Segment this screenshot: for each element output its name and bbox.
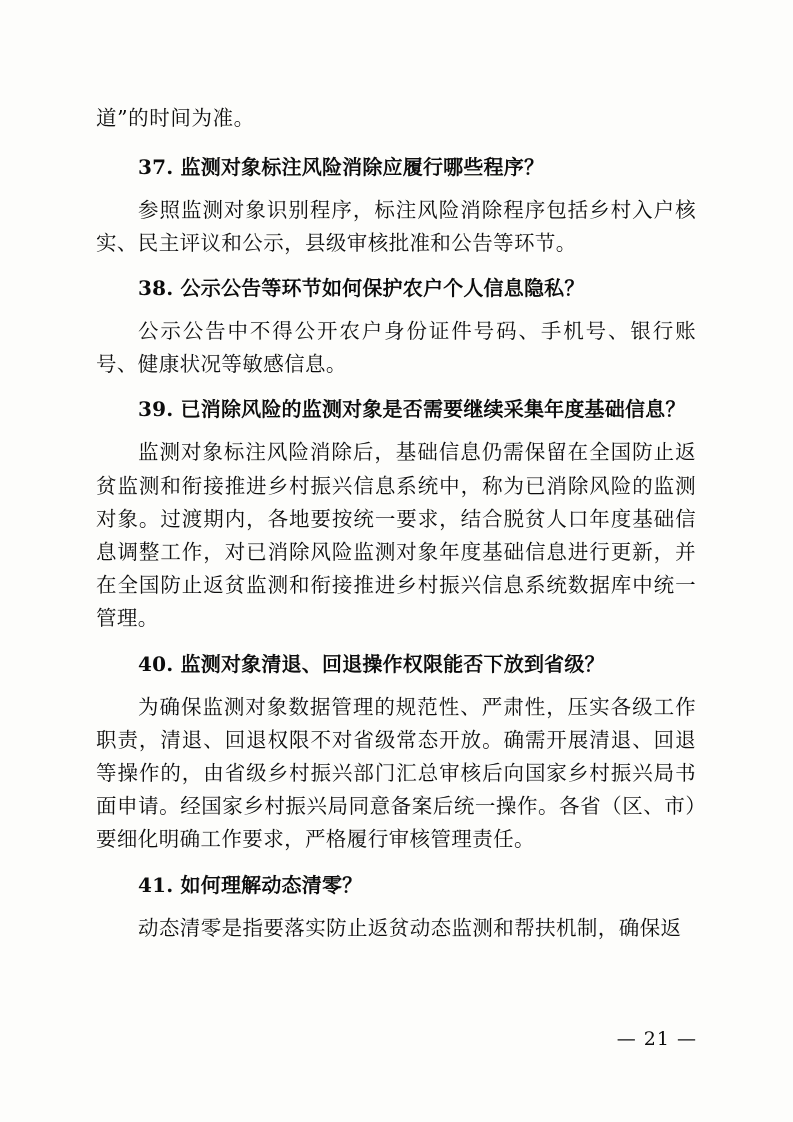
answer-paragraph-38: 公示公告中不得公开农户身份证件号码、手机号、银行账号、健康状况等敏感信息。	[96, 318, 696, 377]
qa-section-39	[96, 397, 696, 635]
qa-section-37	[96, 155, 696, 260]
answer-paragraph-37: 参照监测对象识别程序，标注风险消除程序包括乡村入户核实、民主评议和公示，县级审核批准和公告等环节。	[96, 197, 696, 255]
page-content	[96, 108, 696, 961]
question-heading-38: 38. 公示公告等环节如何保护农户个人信息隐私？	[138, 275, 585, 300]
qa-section-41	[96, 873, 696, 945]
page-number: — 21 —	[616, 1028, 697, 1050]
answer-paragraph-41: 动态清零是指要落实防止返贫动态监测和帮扶机制，确保返	[138, 915, 682, 940]
qa-section-40	[96, 652, 696, 857]
question-heading-39: 39. 已消除风险的监测对象是否需要继续采集年度基础信息？	[138, 397, 686, 422]
answer-paragraph-40: 为确保监测对象数据管理的规范性、严肃性，压实各级工作职责，清退、回退权限不对省级常态开放。确需开展清退、回退等操作的，由省级乡村振兴部门汇总审核后向国家乡村振兴局书面申请。经国家乡村振兴局同意备案后统一操作。各省（区、市）要细化明确工作要求，严格履行审核管理责任。	[96, 694, 696, 852]
question-heading-37: 37. 监测对象标注风险消除应履行哪些程序？	[138, 154, 545, 179]
question-heading-41: 41. 如何理解动态清零？	[138, 872, 363, 897]
continuation-line: 道”的时间为准。	[96, 106, 255, 130]
qa-section-38	[96, 276, 696, 381]
answer-paragraph-39: 监测对象标注风险消除后，基础信息仍需保留在全国防止返贫监测和衔接推进乡村振兴信息系统中，称为已消除风险的监测对象。过渡期内，各地要按统一要求，结合脱贫人口年度基础信息调整工作，对已消除风险监测对象年度基础信息进行更新，并在全国防止返贫监测和衔接推进乡村振兴信息系统数据库中统一管理。	[96, 440, 696, 631]
question-heading-40: 40. 监测对象清退、回退操作权限能否下放到省级？	[138, 651, 605, 676]
